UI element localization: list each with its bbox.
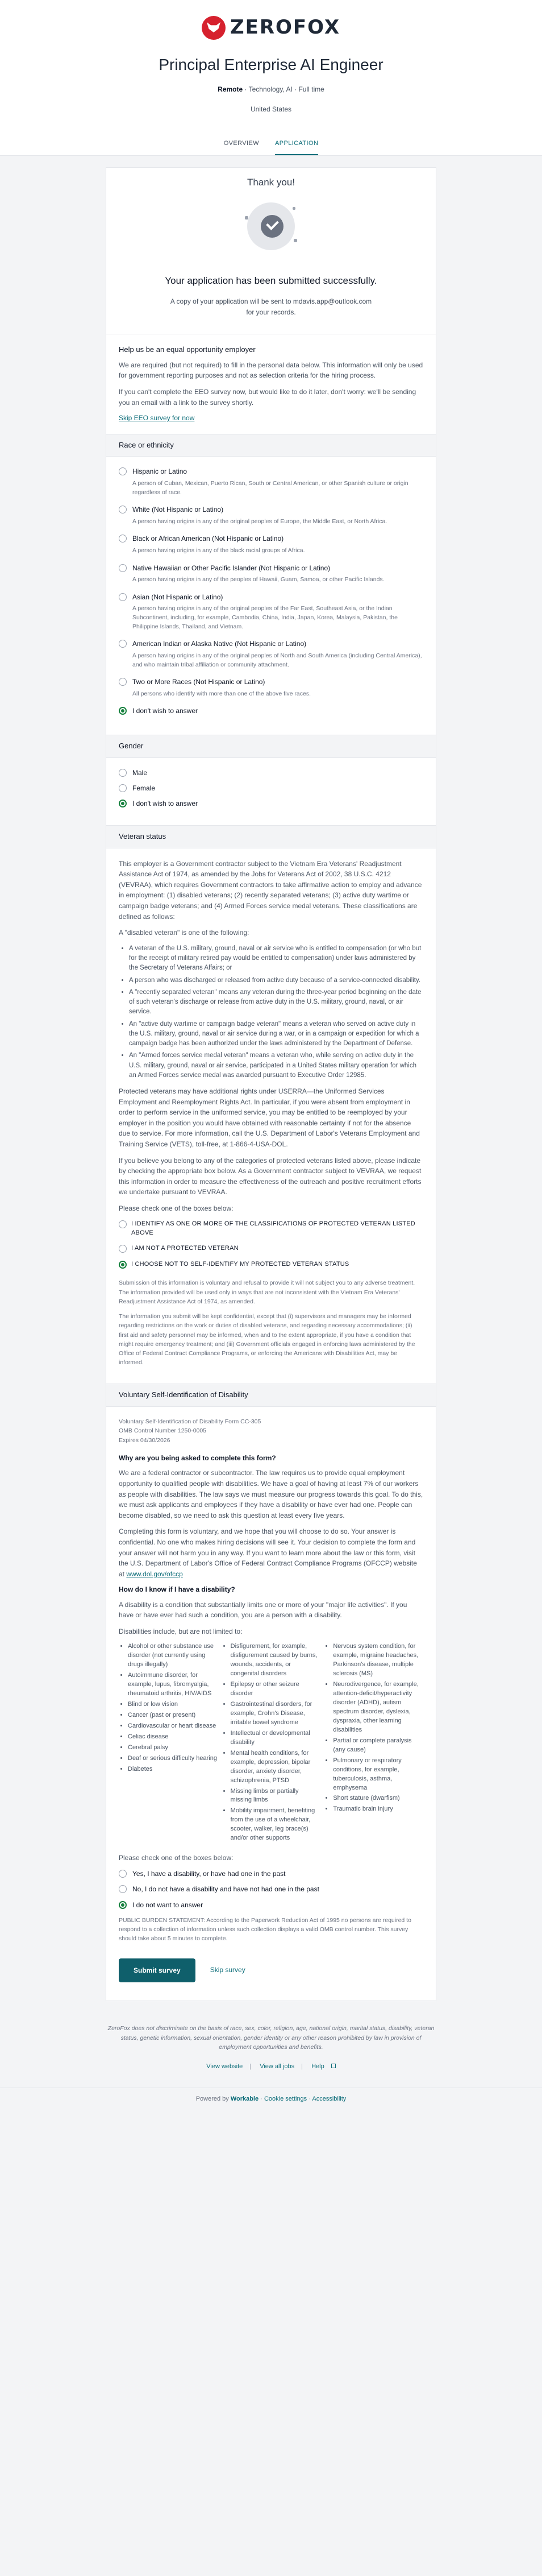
gender-option[interactable]	[119, 799, 423, 809]
disability-item: • Missing limbs or partially missing limbs	[231, 1787, 321, 1805]
voluntary-text-body: Completing this form is voluntary, and we hope that you will choose to do so. Your answer is confidential. No one who makes hiring decisions will see it. Your decision to complete the form and your answer will not harm you in any way. If you want to learn more about the law or this form, visit the U.S. Department of Labor's Office of Federal Contract Compliance Programs (OFCCP) website at	[119, 1527, 417, 1578]
disability-option[interactable]	[119, 1885, 423, 1894]
race-option-desc: A person having origins in any of the peoples of Hawaii, Guam, Samoa, or other Pacific Islands.	[132, 575, 385, 583]
disability-options	[119, 1869, 423, 1910]
success-check-icon	[244, 199, 298, 254]
powered-bar: Powered by Workable · Cookie settings · Accessibility	[0, 2088, 542, 2112]
radio-icon[interactable]	[119, 784, 127, 792]
form-expiry: Expires 04/30/2026	[119, 1437, 170, 1444]
gender-heading: Gender	[106, 735, 436, 758]
disability-item: • Alcohol or other substance use disorder (not currently using drugs illegally)	[128, 1642, 218, 1670]
veteran-definition-item: • A "recently separated veteran" means any veteran during the three-year period beginning on the date of such veteran's discharge or release from active duty in the U.S. military, ground, naval, or air service.	[129, 988, 423, 1017]
disability-item: • Neurodivergence, for example, attention-deficit/hyperactivity disorder (ADHD), autism spectrum disorder, dyslexia, dyspraxia, other learning disabilities	[333, 1680, 423, 1735]
skip-eeo-link[interactable]: Skip EEO survey for now	[119, 414, 195, 423]
race-option-text	[132, 593, 423, 632]
veteran-definition-item: • An "Armed forces service medal veteran" means a veteran who, while serving on active duty in the U.S. military, ground, naval or air service, participated in a United States military operation for which an Armed Forces service medal was awarded pursuant to Executive Order 12985.	[129, 1051, 423, 1080]
workable-link[interactable]: Workable	[230, 2095, 259, 2103]
disability-col-1	[128, 1642, 218, 1845]
veteran-p2: A "disabled veteran" is one of the following:	[119, 929, 249, 937]
veteran-option[interactable]	[119, 1220, 423, 1238]
how-text: A disability is a condition that substantially limits one or more of your "major life activities". If you have or have ever had such a condition, you are a person with a disability.	[119, 1600, 407, 1620]
fox-logo-icon	[202, 16, 226, 40]
race-option[interactable]	[119, 467, 423, 497]
disability-item: • Disfigurement, for example, disfigurement caused by burns, wounds, accidents, or congenital disorders	[231, 1642, 321, 1679]
survey-actions	[119, 1958, 423, 1990]
veteran-heading: Veteran status	[106, 825, 436, 848]
powered-label: Powered by	[195, 2095, 229, 2103]
race-option[interactable]	[119, 564, 423, 585]
veteran-option-label: I CHOOSE NOT TO SELF-IDENTIFY MY PROTECTED VETERAN STATUS	[131, 1261, 349, 1268]
race-option-label: American Indian or Alaska Native (Not Hispanic or Latino)	[132, 640, 307, 648]
veteran-definition-item: • An "active duty wartime or campaign badge veteran" means a veteran who served on active duty in the U.S. military, ground, naval or air service during a war, or in a campaign or expedition for which a campaign badge has been authorized under the laws administered by the Department of Defense.	[129, 1020, 423, 1049]
race-option-desc: A person having origins in any of the black racial groups of Africa.	[132, 546, 305, 554]
tab-application[interactable]: APPLICATION	[275, 139, 318, 155]
gender-option-label: Female	[132, 784, 156, 793]
disability-item: • Autoimmune disorder, for example, lupus, fibromyalgia, rheumatoid arthritis, HIV/AIDS	[128, 1671, 218, 1699]
race-option-label: Two or More Races (Not Hispanic or Latino)	[132, 678, 265, 686]
radio-selected-icon[interactable]	[119, 1261, 127, 1269]
race-option-text	[132, 505, 387, 526]
race-option-desc: A person having origins in any of the original peoples of the Far East, Southeast Asia, or the Indian Subcontinent, including, for example, Cambodia, China, India, Japan, Korea, Malaysia, Pakistan, the Philippine Islands, Thailand, and Vietnam.	[132, 605, 398, 630]
race-option[interactable]	[119, 706, 423, 716]
veteran-options	[119, 1220, 423, 1270]
tab-overview[interactable]: OVERVIEW	[223, 140, 259, 147]
race-option-text	[132, 467, 423, 497]
veteran-section	[106, 848, 436, 1384]
form-meta	[119, 1417, 423, 1446]
job-dept-type: · Technology, AI · Full time	[243, 85, 324, 93]
radio-icon[interactable]	[119, 678, 127, 686]
disability-item: • Nervous system condition, for example, migraine headaches, Parkinson's disease, multiple sclerosis (MS)	[333, 1642, 423, 1679]
radio-icon[interactable]	[119, 1220, 127, 1228]
disability-option[interactable]	[119, 1900, 423, 1910]
disability-col-2	[231, 1642, 321, 1845]
disability-col-3	[333, 1642, 423, 1845]
disability-option[interactable]	[119, 1869, 423, 1879]
race-option[interactable]	[119, 505, 423, 526]
skip-survey-button[interactable]: Skip survey	[210, 1966, 245, 1974]
race-option-label: Hispanic or Latino	[132, 467, 187, 476]
veteran-p5: Please check one of the boxes below:	[119, 1204, 234, 1212]
eeo-intro	[106, 334, 436, 434]
veteran-definitions	[129, 944, 423, 1080]
veteran-option-label: I AM NOT A PROTECTED VETERAN	[131, 1245, 239, 1252]
race-option-desc: A person of Cuban, Mexican, Puerto Rican, South or Central American, or other Spanish culture or origin regardless of race.	[132, 479, 408, 496]
race-option[interactable]	[119, 639, 423, 669]
disability-section	[106, 1407, 436, 2001]
race-option-desc: All persons who identify with more than one of the above five races.	[132, 690, 311, 697]
race-option-text	[132, 564, 385, 585]
radio-icon[interactable]	[119, 593, 127, 601]
race-option[interactable]	[119, 534, 423, 555]
veteran-option[interactable]	[119, 1244, 423, 1253]
job-title: Principal Enterprise AI Engineer	[159, 56, 383, 73]
disability-item: • Gastrointestinal disorders, for example, Crohn's Disease, irritable bowel syndrome	[231, 1700, 321, 1728]
ofccp-link[interactable]: www.dol.gov/ofccp	[126, 1569, 183, 1578]
disability-check-prompt: Please check one of the boxes below:	[119, 1854, 234, 1862]
disability-item: • Cancer (past or present)	[128, 1711, 218, 1720]
race-option-desc: A person having origins in any of the original peoples of Europe, the Middle East, or North Africa.	[132, 517, 387, 525]
copy-note	[106, 296, 436, 318]
veteran-option[interactable]	[119, 1260, 423, 1269]
gender-option-label: I don't wish to answer	[132, 800, 198, 808]
veteran-definition-item: • A person who was discharged or released from active duty because of a service-connected disability.	[129, 976, 423, 985]
race-option-label: Native Hawaiian or Other Pacific Islander (Not Hispanic or Latino)	[132, 564, 331, 572]
footer-links: View website | View all jobs | Help	[0, 2063, 542, 2072]
radio-selected-icon[interactable]	[119, 707, 127, 715]
radio-icon[interactable]	[119, 640, 127, 648]
radio-selected-icon[interactable]	[119, 800, 127, 807]
job-tabs	[0, 139, 542, 155]
disability-item: • Mobility impairment, benefiting from the use of a wheelchair, scooter, walker, leg brace(s) and/or other supports	[231, 1807, 321, 1843]
race-option-label: White (Not Hispanic or Latino)	[132, 506, 224, 514]
disability-item: • Celiac disease	[128, 1733, 218, 1742]
disability-option-label: I do not want to answer	[132, 1900, 203, 1909]
eeo-heading: Help us be an equal opportunity employer	[119, 345, 256, 354]
gender-option[interactable]	[119, 768, 423, 778]
radio-icon[interactable]	[119, 506, 127, 513]
copy-note-line2: for your records.	[246, 308, 296, 316]
company-logo[interactable]	[0, 15, 542, 41]
disability-item: • Traumatic brain injury	[333, 1805, 423, 1814]
disability-item: • Blind or low vision	[128, 1700, 218, 1709]
job-location: United States	[250, 105, 292, 113]
disability-item: • Diabetes	[128, 1765, 218, 1774]
race-option-text	[132, 677, 311, 698]
race-option-text	[132, 706, 198, 716]
form-name: Voluntary Self-Identification of Disability Form CC-305	[119, 1418, 261, 1425]
radio-icon[interactable]	[119, 564, 127, 572]
how-question: How do I know if I have a disability?	[119, 1585, 235, 1594]
veteran-p1: This employer is a Government contractor subject to the Vietnam Era Veterans' Readjustment Assistance Act of 1974, as amended by the Jobs for Veterans Act of 2002, 38 U.S.C. 4212 (VEVRAA), which requires Government contractors to take affirmative action to employ and advance in employment: (1) disabled veterans; (2) recently separated veterans; (3) active duty wartime or campaign badge veterans; and (4) Armed Forces service medal veterans. These classifications are defined as follows:	[119, 859, 422, 921]
disability-list	[119, 1642, 423, 1845]
race-heading: Race or ethnicity	[106, 434, 436, 457]
veteran-p4: If you believe you belong to any of the categories of protected veterans listed above, please indicate by checking the appropriate box below. As a Government contractor subject to VEVRAA, we request this information in order to measure the effectiveness of the outreach and positive recruitment efforts we undertake pursuant to VEVRAA.	[119, 1156, 422, 1196]
radio-icon[interactable]	[119, 1870, 127, 1878]
disability-item: • Short stature (dwarfism)	[333, 1794, 423, 1803]
disability-option-label: No, I do not have a disability and have not had one in the past	[132, 1885, 319, 1894]
race-option-label: Black or African American (Not Hispanic or Latino)	[132, 535, 284, 543]
why-text: We are a federal contractor or subcontractor. The law requires us to provide equal employment opportunity to qualified people with disabilities. We have a goal of having at least 7% of our workers as people with disabilities. The law says we must measure our progress towards this goal. To do this, we must ask applicants and employees if they have a disability or have ever had one. People can become disabled, so we need to ask this question at least every five years.	[119, 1469, 423, 1519]
why-question: Why are you being asked to complete this form?	[119, 1453, 276, 1462]
gender-options	[106, 758, 436, 825]
disability-item: • Intellectual or developmental disability	[231, 1729, 321, 1747]
radio-icon[interactable]	[119, 535, 127, 542]
burden-statement: PUBLIC BURDEN STATEMENT: According to the Paperwork Reduction Act of 1995 no persons are required to respond to a collection of information unless such collection displays a valid OMB control number. This survey should take about 5 minutes to complete.	[119, 1916, 411, 1943]
race-option-desc: A person having origins in any of the original peoples of North and South America (including Central America), and who maintain tribal affiliation or community attachment.	[132, 652, 422, 668]
view-website-link[interactable]: View website	[206, 2063, 243, 2070]
radio-icon[interactable]	[119, 769, 127, 777]
disability-item: • Cardiovascular or heart disease	[128, 1722, 218, 1731]
veteran-note2: The information you submit will be kept confidential, except that (i) supervisors and managers may be informed regarding restrictions on the work or duties of disabled veterans, and regarding necessary accommodations; (ii) first aid and safety personnel may be informed, when and to the extent appropriate, if you have a condition that might require emergency treatment; and (iii) Government officials engaged in enforcing laws administered by the Office of Federal Contract Compliance Programs, or enforcing the Americans with Disabilities Act, may be informed.	[119, 1313, 415, 1366]
disability-heading: Voluntary Self-Identification of Disability	[106, 1384, 436, 1407]
radio-selected-icon[interactable]	[119, 1901, 127, 1909]
disability-option-label: Yes, I have a disability, or have had one in the past	[132, 1869, 286, 1878]
veteran-p3: Protected veterans may have additional rights under USERRA—the Uniformed Services Employment and Reemployment Rights Act. In particular, if you were absent from employment in order to perform service in the uniformed service, you may be entitled to be reemployed by your employer in the position you would have obtained with reasonable certainty if not for the absence due to service. For more information, call the U.S. Department of Labor's Veterans Employment and Training Service (VETS), toll-free, at 1-866-4-USA-DOL.	[119, 1087, 420, 1149]
include-text: Disabilities include, but are not limited to:	[119, 1627, 243, 1635]
race-option-text	[132, 534, 305, 555]
radio-icon[interactable]	[119, 1245, 127, 1253]
job-meta	[0, 85, 542, 94]
gender-option[interactable]	[119, 784, 423, 793]
eeo-intro-text: We are required (but not required) to fill in the personal data below. This information will only be used for government reporting purposes and not as selection criteria for the hiring process.	[119, 361, 423, 380]
disability-item: • Partial or complete paralysis (any cause)	[333, 1737, 423, 1755]
race-option[interactable]	[119, 677, 423, 698]
brand-name: ZEROFOX	[230, 16, 341, 39]
job-workplace: Remote	[218, 85, 243, 93]
voluntary-text	[119, 1526, 423, 1579]
race-option-label: Asian (Not Hispanic or Latino)	[132, 593, 223, 601]
help-link[interactable]: Help	[311, 2063, 324, 2070]
gender-option-label: Male	[132, 768, 148, 777]
omb-number: OMB Control Number 1250-0005	[119, 1427, 207, 1435]
footer-disclaimer: ZeroFox does not discriminate on the basis of race, sex, color, religion, age, national origin, marital status, disability, veteran status, genetic information, sexual orientation, gender identity or any other reason prohibited by law in provision of employment opportunities and benefits.	[107, 2024, 435, 2051]
veteran-note1: Submission of this information is voluntary and refusal to provide it will not subject you to any adverse treatment. The information provided will be used only in ways that are not inconsistent with the Vietnam Era Veterans' Readjustment Assistance Act of 1974, as amended.	[119, 1279, 415, 1305]
race-option-label: I don't wish to answer	[132, 707, 198, 715]
eeo-intro-text-2: If you can't complete the EEO survey now, but would like to do it later, don't worry: we'll be sending you an email with a link to the survey shortly.	[119, 388, 416, 407]
disability-item: • Pulmonary or respiratory conditions, for example, tuberculosis, asthma, emphysema	[333, 1757, 423, 1793]
application-card	[106, 167, 436, 2001]
race-option-text	[132, 639, 423, 669]
race-option[interactable]	[119, 593, 423, 632]
submit-survey-button[interactable]: Submit survey	[119, 1958, 195, 1982]
disability-item: • Deaf or serious difficulty hearing	[128, 1754, 218, 1763]
page-header	[0, 0, 542, 156]
veteran-option-label: I IDENTIFY AS ONE OR MORE OF THE CLASSIFICATIONS OF PROTECTED VETERAN LISTED ABOVE	[131, 1220, 415, 1236]
accessibility-link[interactable]: Accessibility	[312, 2095, 347, 2103]
disability-item: • Epilepsy or other seizure disorder	[231, 1680, 321, 1699]
page-footer	[0, 2024, 542, 2112]
disability-item: • Cerebral palsy	[128, 1743, 218, 1753]
submitted-message: Your application has been submitted successfully.	[165, 275, 377, 286]
external-link-icon	[331, 2064, 336, 2068]
confirmation-panel	[106, 168, 436, 334]
veteran-definition-item: • A veteran of the U.S. military, ground, naval or air service who is entitled to compensation (or who but for the receipt of military retired pay would be entitled to compensation) under laws administered by the Secretary of Veterans Affairs; or	[129, 944, 423, 974]
cookie-settings-link[interactable]: Cookie settings	[264, 2095, 307, 2103]
thanks-heading: Thank you!	[247, 177, 295, 188]
view-all-jobs-link[interactable]: View all jobs	[260, 2063, 295, 2070]
race-options	[106, 457, 436, 734]
disability-item: • Mental health conditions, for example, depression, bipolar disorder, anxiety disorder, schizophrenia, PTSD	[231, 1749, 321, 1786]
copy-note-line1: A copy of your application will be sent to mdavis.app@outlook.com	[170, 297, 372, 305]
radio-icon[interactable]	[119, 467, 127, 475]
radio-icon[interactable]	[119, 1885, 127, 1893]
